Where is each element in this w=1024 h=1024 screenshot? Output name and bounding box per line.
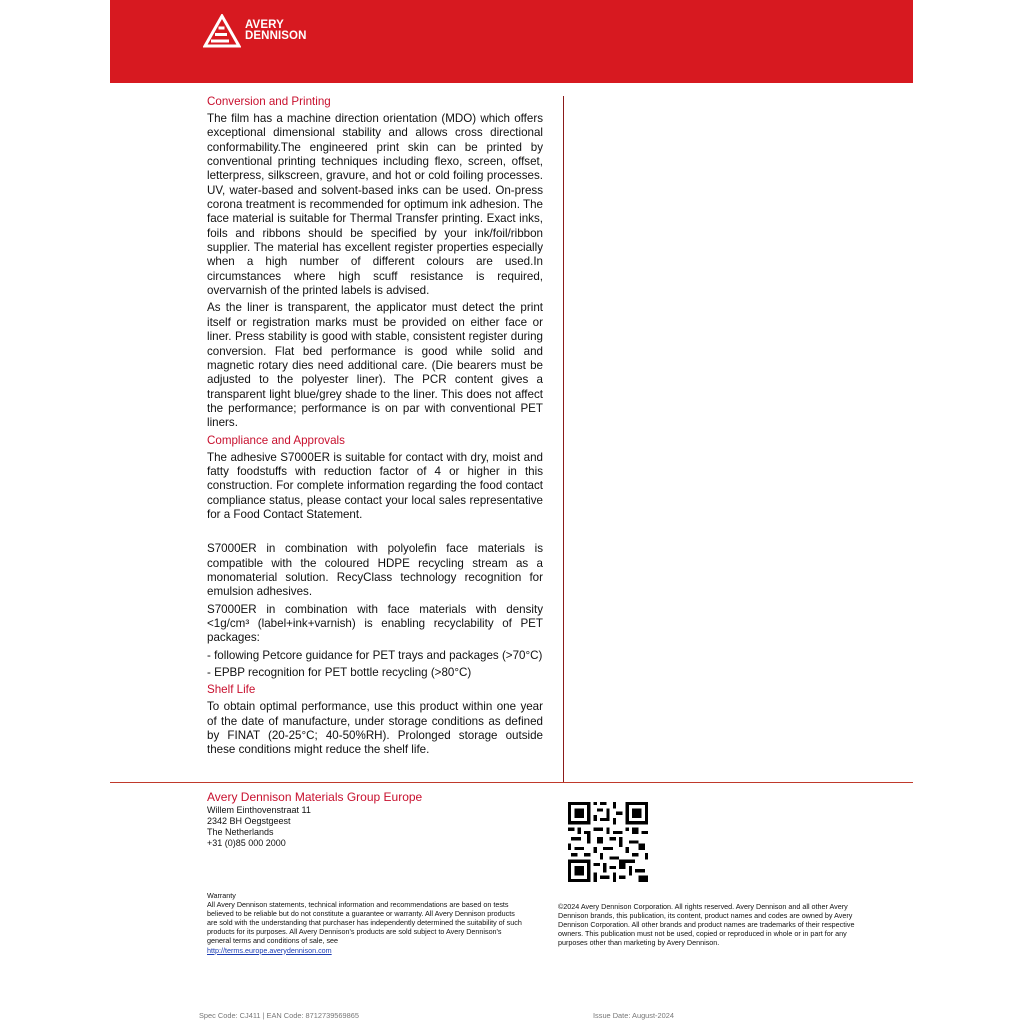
avery-triangle-icon (203, 14, 241, 48)
contact-block (207, 790, 527, 849)
copyright-text: ©2024 Avery Dennison Corporation. All rights reserved. Avery Dennison and all other Avery Dennison brands, this publication, its content, product names and codes are owned by Avery Dennison Corporation. All other brands and product names are trademarks of their respective owners. This publication must not be used, copied or reproduced in whole or in part for any purposes other than marketing by Avery Dennison. (558, 902, 855, 948)
compliance-paragraph-2: S7000ER in combination with polyolefin face materials is compatible with the coloured HDPE recycling stream as a monomaterial solution. RecyClass technology recognition for emulsion adhesives. (207, 542, 543, 599)
compliance-bullet-2: - EPBP recognition for PET bottle recycling (>80°C) (207, 666, 472, 680)
address-city: 2342 BH Oegstgeest (207, 816, 291, 826)
compliance-paragraph-3: S7000ER in combination with face materials with density <1g/cm³ (label+ink+varnish) is enabling recyclability of PET packages: (207, 602, 543, 645)
header-bar (110, 0, 913, 83)
terms-link[interactable]: http://terms.europe.averydennison.com (207, 945, 332, 955)
section-title-shelf-life: Shelf Life (207, 683, 256, 697)
address-street: Willem Einthovenstraat 11 (207, 805, 311, 815)
column-divider (563, 96, 564, 782)
avery-dennison-logo (203, 14, 307, 48)
warranty-title: Warranty (207, 891, 236, 900)
phone-number: +31 (0)85 000 2000 (207, 838, 286, 848)
compliance-paragraph-1: The adhesive S7000ER is suitable for contact with dry, moist and fatty foodstuffs with reduction factor of 4 or higher in this construction. For complete information regarding the food contact compliance status, please contact your local sales representative for a Food Contact Statement. (207, 450, 543, 521)
compliance-bullet-1: - following Petcore guidance for PET trays and packages (>70°C) (207, 648, 543, 662)
section-title-conversion: Conversion and Printing (207, 95, 331, 108)
issue-date: Issue Date: August-2024 (593, 1011, 674, 1020)
address-country: The Netherlands (207, 827, 274, 837)
footer-divider (110, 782, 913, 783)
shelf-life-paragraph: To obtain optimal performance, use this product within one year of the date of manufacture, under storage conditions as defined by FINAT (20-25°C; 40-50%RH). Prolonged storage outside these conditions might reduce the shelf life. (207, 700, 543, 757)
qr-code-icon[interactable] (568, 802, 648, 882)
conversion-paragraph-1: The film has a machine direction orientation (MDO) which offers exceptional dimensional stability and allows cross directional conformability.The engineered print skin can be printed by conventional printing techniques including flexo, screen, offset, letterpress, silkscreen, gravure, and hot or cold foiling processes. UV, water-based and solvent-based inks can be used. On-press corona treatment is recommended for optimum ink adhesion. The face material is suitable for Thermal Transfer printing. Exact inks, foils and ribbons should be specified by your ink/foil/ribbon supplier. The material has excellent register properties especially when a high number of different colours are used.In circumstances where high scuff resistance is required, overvarnish of the printed labels is advised. (207, 112, 543, 298)
warranty-text: All Avery Dennison statements, technical information and recommendations are based on tests believed to be reliable but do not constitute a guarantee or warranty. All Avery Dennison products are sold with the understanding that purchaser has independently determined the suitability of such products for its purposes. All Avery Dennison's products are sold subject to Avery Dennison's general terms and conditions of sale, see (207, 900, 522, 946)
section-title-compliance: Compliance and Approvals (207, 433, 345, 447)
brand-line-1: AVERY (245, 19, 284, 31)
spec-code: Spec Code: CJ411 | EAN Code: 8712739569865 (199, 1011, 359, 1020)
company-name: Avery Dennison Materials Group Europe (207, 790, 423, 804)
datasheet-page (110, 0, 913, 1024)
main-text-column (207, 95, 543, 761)
warranty-block (207, 891, 525, 955)
conversion-paragraph-2: As the liner is transparent, the applicator must detect the print itself or registration marks must be provided on either face or liner. Press stability is good with stable, consistent register during conversion. Flat bed performance is good while solid and magnetic rotary dies need additional care. (Die bearers must be adjusted to the polyester liner). The PCR content gives a transparent light blue/grey shade to the liner. This does not affect the performance; performance is on par with conventional PET liners. (207, 301, 543, 430)
brand-line-2: DENNISON (245, 30, 307, 42)
